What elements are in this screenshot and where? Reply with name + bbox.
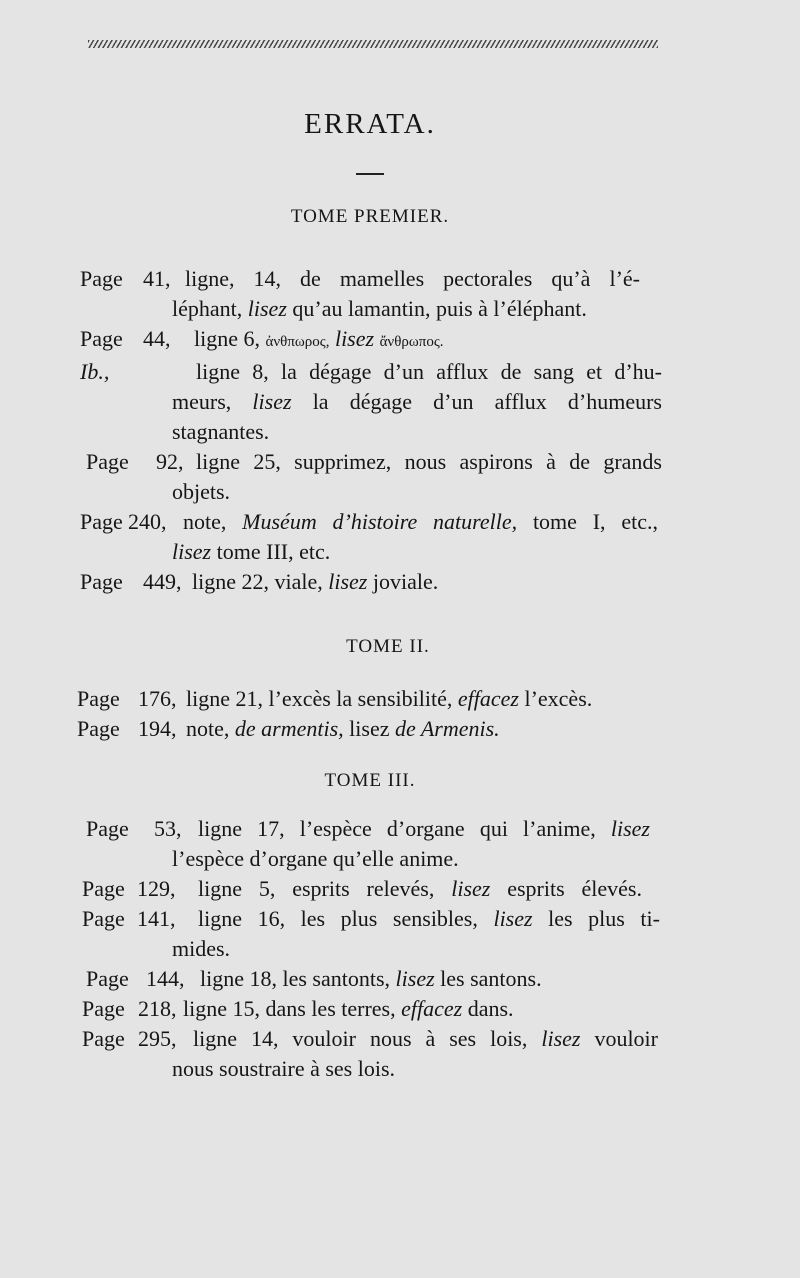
- erratum-entry: [0, 357, 800, 447]
- erratum-entry: [0, 447, 800, 507]
- correction-word: effacez: [401, 996, 463, 1021]
- erratum-entry: [0, 714, 800, 744]
- page-number: 129,: [137, 876, 176, 901]
- correction-word: lisez: [493, 906, 533, 931]
- page-number: 144,: [146, 966, 185, 991]
- entry-line: léphant, lisez qu’au lamantin, puis à l’éléphant.: [172, 296, 587, 321]
- entry-line: ligne, 14, de mamelles pectorales qu’à l’é-: [185, 266, 640, 291]
- page-label: Page: [77, 686, 120, 711]
- section-heading-tome-premier: TOME PREMIER.: [290, 206, 450, 227]
- erratum-entry: [0, 814, 800, 874]
- italic-reference: Muséum d’histoire naturelle,: [242, 509, 518, 534]
- page-number: 53,: [154, 816, 182, 841]
- entry-line: ligne 25, supprimez, nous aspirons à de grands: [196, 449, 662, 474]
- section-heading-tome-ii: TOME II.: [346, 636, 430, 657]
- erratum-entry: [0, 567, 800, 597]
- correction-word: effacez: [457, 686, 519, 711]
- entry-line: nous soustraire à ses lois.: [172, 1056, 396, 1081]
- correction-word: lisez: [247, 296, 287, 321]
- entry-line: l’espèce d’organe qu’elle anime.: [172, 846, 459, 871]
- page-label: Page: [77, 716, 120, 741]
- page-label: Page: [80, 326, 123, 351]
- page-label: Page: [82, 876, 125, 901]
- italic-reference: de Armenis.: [394, 716, 500, 741]
- page-number: 218,: [138, 996, 177, 1021]
- entry-line: ligne 21, l’excès la sensibilité, effacez l’excès.: [186, 686, 593, 711]
- page-label: Page: [80, 266, 123, 291]
- section-heading-tome-iii: TOME III.: [324, 770, 416, 791]
- greek-text: ἄνθρωπος.: [379, 334, 444, 350]
- entry-line: ligne 6, ἀνθπωρος, lisez ἄνθρωπος.: [194, 326, 444, 351]
- page-label: Page: [86, 966, 129, 991]
- entry-line: mides.: [172, 936, 231, 961]
- entry-line: objets.: [172, 479, 231, 504]
- entry-line: ligne 22, viale, lisez joviale.: [192, 569, 439, 594]
- greek-text: ἀνθπωρος,: [265, 334, 330, 350]
- page-number: 295,: [138, 1026, 177, 1051]
- erratum-entry: [0, 1024, 800, 1084]
- section-entries-tome-iii: [0, 814, 800, 1084]
- entry-line: meurs, lisez la dégage d’un afflux d’humeurs: [172, 389, 662, 414]
- page-number: 44,: [143, 326, 171, 351]
- page-label: Page: [86, 449, 129, 474]
- page-number: 176,: [138, 686, 177, 711]
- erratum-entry: [0, 324, 800, 357]
- correction-word: lisez: [328, 569, 368, 594]
- page-number: 92,: [156, 449, 184, 474]
- correction-word: lisez: [541, 1026, 581, 1051]
- title-rule: [356, 173, 384, 175]
- correction-word: lisez: [334, 326, 375, 351]
- page-number: 141,: [137, 906, 176, 931]
- erratum-entry: [0, 874, 800, 904]
- page-label: Page: [80, 569, 123, 594]
- erratum-entry: [0, 994, 800, 1024]
- page-label: Page: [82, 1026, 125, 1051]
- page-number: 240,: [128, 509, 167, 534]
- erratum-entry: [0, 507, 800, 567]
- page-label: Page: [86, 816, 129, 841]
- page-title: ERRATA.: [304, 108, 436, 140]
- erratum-entry: [0, 904, 800, 964]
- correction-word: lisez: [395, 966, 435, 991]
- erratum-entry: [0, 964, 800, 994]
- entry-line: stagnantes.: [172, 419, 270, 444]
- entry-line: lisez tome III, etc.: [172, 539, 331, 564]
- entry-line: ligne 17, l’espèce d’organe qui l’anime, lisez: [198, 816, 650, 841]
- erratum-entry: [0, 264, 800, 324]
- entry-line: ligne 16, les plus sensibles, lisez les plus ti-: [198, 906, 660, 931]
- entry-line: ligne 15, dans les terres, effacez dans.: [183, 996, 514, 1021]
- section-entries-tome-premier: [0, 264, 800, 597]
- correction-word: lisez: [172, 539, 212, 564]
- entry-line: ligne 18, les santonts, lisez les santons.: [200, 966, 542, 991]
- entry-line: ligne 8, la dégage d’un afflux de sang et d’hu-: [196, 359, 662, 384]
- correction-word: lisez: [252, 389, 292, 414]
- ibid-label: Ib.,: [80, 359, 110, 384]
- correction-word: lisez: [451, 876, 491, 901]
- page-label: Page: [80, 509, 123, 534]
- italic-reference: de armentis,: [234, 716, 344, 741]
- ornamental-rule: [88, 40, 658, 48]
- page-number: 449,: [143, 569, 182, 594]
- page-label: Page: [82, 906, 125, 931]
- page-number: 41,: [143, 266, 171, 291]
- entry-line: ligne 14, vouloir nous à ses lois, lisez vouloir: [193, 1026, 658, 1051]
- entry-line: note, de armentis, lisez de Armenis.: [186, 716, 500, 741]
- entry-line: ligne 5, esprits relevés, lisez esprits élevés.: [198, 876, 642, 901]
- correction-word: lisez: [610, 816, 650, 841]
- page-label: Page: [82, 996, 125, 1021]
- page-number: 194,: [138, 716, 177, 741]
- entry-line: note, Muséum d’histoire naturelle, tome I, etc.,: [183, 509, 658, 534]
- section-entries-tome-ii: [0, 684, 800, 744]
- erratum-entry: [0, 684, 800, 714]
